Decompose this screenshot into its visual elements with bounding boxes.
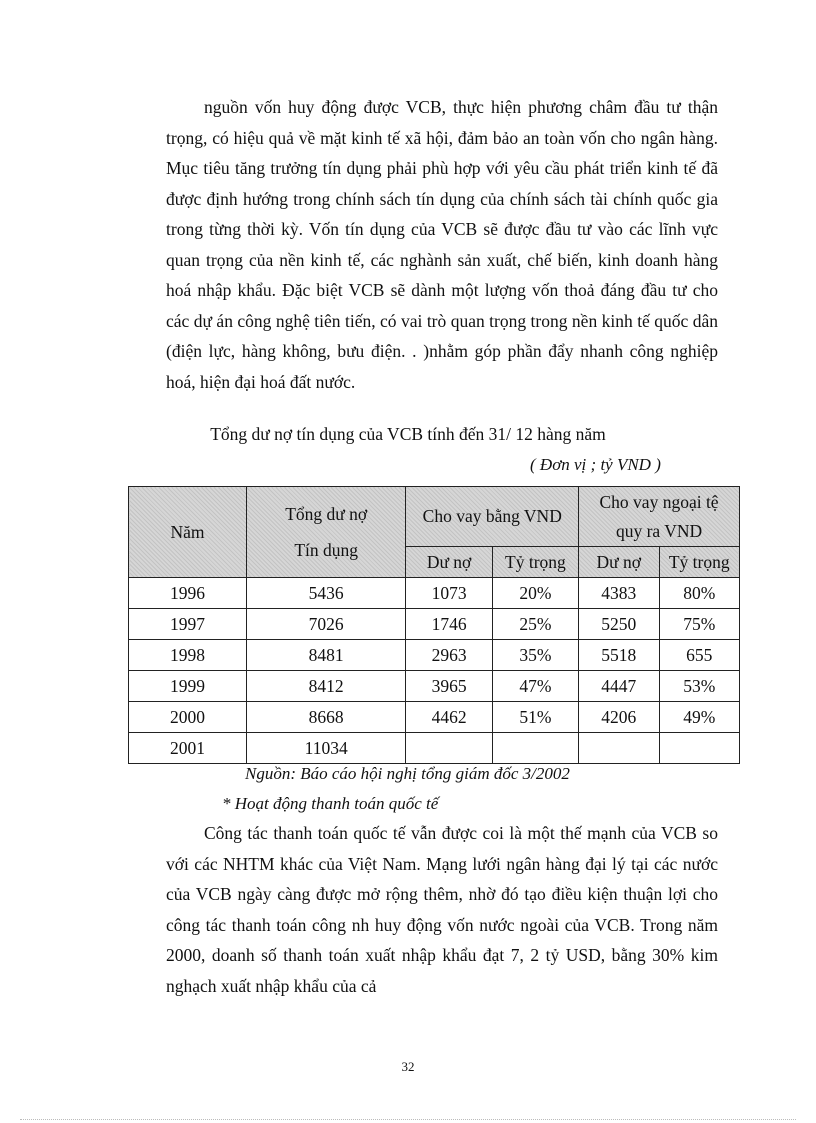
header-year: Năm — [129, 487, 247, 578]
header-fx-line2: quy ra VND — [615, 520, 703, 541]
table-row — [129, 640, 740, 671]
cell-fx-balance: 4383 — [579, 578, 659, 609]
cell-fx-share: 655 — [659, 640, 740, 671]
header-total-line1: Tổng dư nợ — [285, 504, 368, 524]
cell-total: 7026 — [246, 609, 405, 640]
cell-year: 2000 — [129, 702, 247, 733]
credit-table — [128, 486, 740, 764]
cell-total: 8481 — [246, 640, 405, 671]
cell-fx-balance: 5518 — [579, 640, 659, 671]
unit-note: ( Đơn vị ; tỷ VND ) — [530, 455, 661, 474]
page-bottom-rule — [20, 1119, 796, 1120]
cell-fx-share: 80% — [659, 578, 740, 609]
table-caption: Tổng dư nợ tín dụng của VCB tính đến 31/ 12 hàng năm — [210, 424, 606, 444]
cell-vnd-balance: 4462 — [406, 702, 492, 733]
cell-vnd-balance: 2963 — [406, 640, 492, 671]
cell-year: 1997 — [129, 609, 247, 640]
header-fx-balance: Dư nợ — [579, 547, 659, 578]
cell-fx-balance: 4447 — [579, 671, 659, 702]
cell-year: 1999 — [129, 671, 247, 702]
header-vnd-balance: Dư nợ — [406, 547, 492, 578]
cell-total: 8412 — [246, 671, 405, 702]
cell-fx-share — [659, 733, 740, 764]
section-heading: * Hoạt động thanh toán quốc tế — [222, 794, 439, 813]
cell-fx-balance — [579, 733, 659, 764]
cell-fx-share: 53% — [659, 671, 740, 702]
body-paragraph-1: nguồn vốn huy động được VCB, thực hiện phương châm đầu tư thận trọng, có hiệu quả về mặt kinh tế xã hội, đảm bảo an toàn vốn cho ngân hàng. Mục tiêu tăng trưởng tín dụng phải phù hợp với yêu cầu phát triển kinh tế đã được định hướng trong chính sách tín dụng của chính sách tài chính quốc gia trong từng thời kỳ. Vốn tín dụng của VCB sẽ được đầu tư vào các lĩnh vực quan trọng của nền kinh tế, các nghành sản xuất, chế biến, kinh doanh hàng hoá nhập khẩu. Đặc biệt VCB sẽ dành một lượng vốn thoả đáng đầu tư cho các dự án công nghệ tiên tiến, có vai trò quan trọng trong nền kinh tế quốc dân (điện lực, hàng không, bưu điện. . )nhằm góp phần đẩy nhanh công nghiệp hoá, hiện đại hoá đất nước. — [166, 97, 718, 392]
source-note: Nguồn: Báo cáo hội nghị tổng giám đốc 3/2002 — [245, 764, 570, 783]
header-fx-line1: Cho vay ngoại tệ — [599, 491, 719, 512]
cell-vnd-balance: 3965 — [406, 671, 492, 702]
cell-total: 5436 — [246, 578, 405, 609]
table-row — [129, 702, 740, 733]
table-row — [129, 609, 740, 640]
cell-fx-share: 49% — [659, 702, 740, 733]
cell-vnd-share: 20% — [492, 578, 578, 609]
cell-vnd-balance: 1746 — [406, 609, 492, 640]
cell-total: 8668 — [246, 702, 405, 733]
header-vnd: Cho vay bằng VND — [406, 487, 579, 547]
page-number: 32 — [401, 1059, 415, 1074]
header-vnd-share: Tỷ trọng — [492, 547, 578, 578]
cell-fx-balance: 5250 — [579, 609, 659, 640]
cell-vnd-share: 47% — [492, 671, 578, 702]
cell-vnd-share: 51% — [492, 702, 578, 733]
body-paragraph-2: Công tác thanh toán quốc tế vẫn được coi là một thế mạnh của VCB so với các NHTM khác của Việt Nam. Mạng lưới ngân hàng đại lý tại các nước của VCB ngày càng được mở rộng thêm, nhờ đó tạo điều kiện thuận lợi cho công tác thanh toán công nh huy động vốn nước ngoài của VCB. Trong năm 2000, doanh số thanh toán xuất nhập khẩu đạt 7, 2 tỷ USD, bằng 30% kim nghạch xuất nhập khẩu của cả — [166, 823, 718, 996]
cell-vnd-share — [492, 733, 578, 764]
cell-year: 1996 — [129, 578, 247, 609]
cell-year: 2001 — [129, 733, 247, 764]
cell-vnd-balance — [406, 733, 492, 764]
header-fx — [579, 487, 740, 547]
cell-total: 11034 — [246, 733, 405, 764]
table-row — [129, 671, 740, 702]
cell-vnd-share: 25% — [492, 609, 578, 640]
header-total — [246, 487, 405, 578]
cell-vnd-share: 35% — [492, 640, 578, 671]
cell-year: 1998 — [129, 640, 247, 671]
cell-vnd-balance: 1073 — [406, 578, 492, 609]
cell-fx-balance: 4206 — [579, 702, 659, 733]
cell-fx-share: 75% — [659, 609, 740, 640]
header-fx-share: Tỷ trọng — [659, 547, 740, 578]
table-row — [129, 733, 740, 764]
table-row — [129, 578, 740, 609]
header-total-line2: Tín dụng — [294, 540, 358, 560]
